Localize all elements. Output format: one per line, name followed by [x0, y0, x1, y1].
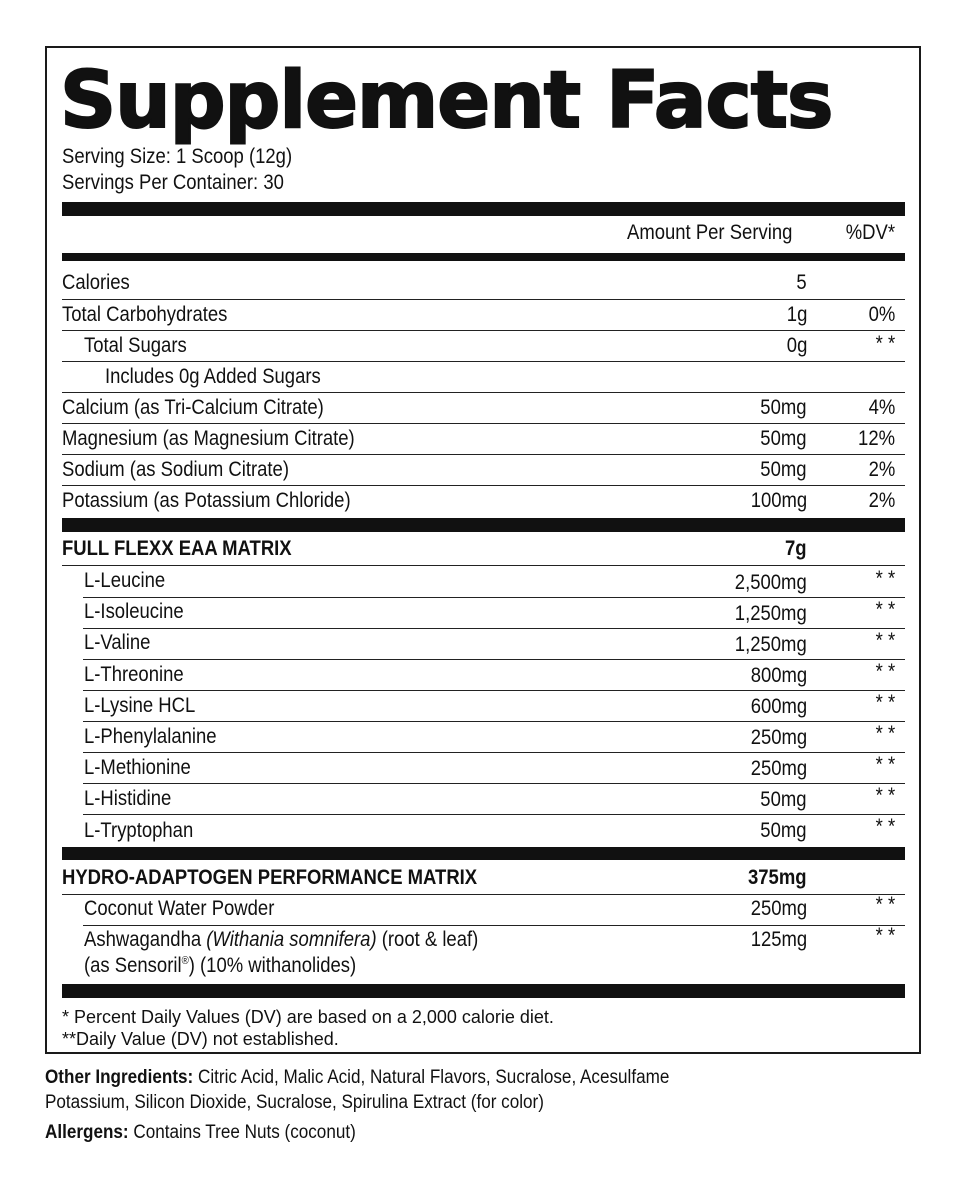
- nutrient-name: Calories: [62, 271, 130, 294]
- thick-divider: [62, 202, 905, 216]
- allergens: [45, 1121, 356, 1145]
- ingredient-dv: * *: [875, 691, 895, 714]
- ingredient-amount: 250mg: [750, 757, 807, 780]
- row-divider: [62, 565, 905, 566]
- nutrient-dv: 0%: [868, 303, 895, 326]
- matrix-amount: 375mg: [748, 866, 807, 889]
- nutrient-name: Total Carbohydrates: [62, 303, 228, 326]
- other-ingredients-line2: Potassium, Silicon Dioxide, Sucralose, Spirulina Extract (for color): [45, 1092, 544, 1113]
- nutrient-dv: 2%: [868, 458, 895, 481]
- ingredient-form: [84, 951, 356, 981]
- ingredient-name: Coconut Water Powder: [84, 897, 275, 920]
- ingredient-dv: * *: [875, 567, 895, 590]
- ingredient-amount: 1,250mg: [735, 633, 807, 656]
- ingredient-name: L-Phenylalanine: [84, 725, 217, 748]
- footnote-dv: * Percent Daily Values (DV) are based on a 2,000 calorie diet.: [62, 1007, 554, 1027]
- row-divider: [83, 690, 905, 691]
- nutrient-amount: 50mg: [760, 427, 807, 450]
- medium-divider: [62, 253, 905, 261]
- dv-header: %DV*: [845, 221, 895, 244]
- ingredient-form-a: (as Sensoril: [84, 954, 182, 977]
- row-divider: [83, 814, 905, 815]
- ingredient-dv: * *: [875, 784, 895, 807]
- ingredient-form-b: ) (10% withanolides): [188, 954, 357, 977]
- nutrient-amount: 1g: [786, 303, 807, 326]
- nutrient-name: Includes 0g Added Sugars: [105, 365, 321, 388]
- ingredient-amount: 250mg: [750, 726, 807, 749]
- nutrient-dv: 4%: [868, 396, 895, 419]
- ingredient-name-botanical: (Withania somnifera): [206, 928, 377, 951]
- panel-title: Supplement Facts: [60, 56, 833, 146]
- matrix-name: HYDRO-ADAPTOGEN PERFORMANCE MATRIX: [62, 866, 478, 889]
- ingredient-name: L-Lysine HCL: [84, 694, 196, 717]
- ingredient-name: L-Threonine: [84, 663, 184, 686]
- matrix-name: FULL FLEXX EAA MATRIX: [62, 537, 292, 560]
- thick-divider: [62, 984, 905, 998]
- nutrient-dv: 12%: [858, 427, 895, 450]
- ingredient-amount: 50mg: [760, 788, 807, 811]
- ingredient-name: L-Isoleucine: [84, 600, 184, 623]
- nutrient-name: Calcium (as Tri-Calcium Citrate): [62, 396, 324, 419]
- allergens-label: Allergens:: [45, 1122, 129, 1143]
- allergens-text: Contains Tree Nuts (coconut): [128, 1122, 356, 1143]
- ingredient-name: L-Valine: [84, 631, 151, 654]
- supplement-facts-panel: [45, 46, 921, 1054]
- servings-per-container: Servings Per Container: 30: [62, 171, 284, 194]
- nutrient-name: Potassium (as Potassium Chloride): [62, 489, 351, 512]
- ingredient-amount: 250mg: [750, 897, 807, 920]
- matrix-amount: 7g: [785, 537, 807, 560]
- registered-mark: ®: [181, 955, 189, 967]
- other-ingredients-line1: Citric Acid, Malic Acid, Natural Flavors, Sucralose, Acesulfame: [193, 1067, 670, 1088]
- nutrient-amount: 50mg: [760, 396, 807, 419]
- nutrient-name: Sodium (as Sodium Citrate): [62, 458, 289, 481]
- footnote-not-established: **Daily Value (DV) not established.: [62, 1029, 339, 1049]
- ingredient-dv: * *: [875, 893, 895, 916]
- ingredient-amount: 600mg: [750, 695, 807, 718]
- ingredient-amount: 125mg: [750, 928, 807, 951]
- thick-divider: [62, 847, 905, 860]
- row-divider: [62, 330, 905, 331]
- nutrient-amount: 0g: [786, 334, 807, 357]
- ingredient-name: L-Methionine: [84, 756, 191, 779]
- ingredient-dv: * *: [875, 722, 895, 745]
- ingredient-dv: * *: [875, 815, 895, 838]
- nutrient-name: Magnesium (as Magnesium Citrate): [62, 427, 355, 450]
- ingredient-dv: * *: [875, 924, 895, 947]
- other-ingredients: [45, 1066, 669, 1090]
- nutrient-dv: 2%: [868, 489, 895, 512]
- other-ingredients-label: Other Ingredients:: [45, 1067, 194, 1088]
- ingredient-amount: 2,500mg: [735, 571, 807, 594]
- ingredient-name: L-Leucine: [84, 569, 166, 592]
- amount-per-serving-header: Amount Per Serving: [627, 221, 793, 244]
- row-divider: [83, 752, 905, 753]
- ingredient-name: L-Tryptophan: [84, 819, 194, 842]
- nutrient-amount: 50mg: [760, 458, 807, 481]
- ingredient-name-part: (root & leaf): [376, 928, 479, 951]
- nutrient-name: Total Sugars: [84, 334, 187, 357]
- ingredient-dv: * *: [875, 598, 895, 621]
- row-divider: [83, 783, 905, 784]
- ingredient-dv: * *: [875, 660, 895, 683]
- ingredient-dv: * *: [875, 753, 895, 776]
- ingredient-amount: 1,250mg: [735, 602, 807, 625]
- row-divider: [83, 597, 905, 598]
- nutrient-amount: 5: [796, 271, 807, 294]
- ingredient-dv: * *: [875, 629, 895, 652]
- ingredient-name-plain: Ashwagandha: [84, 928, 207, 951]
- ingredient-amount: 800mg: [750, 664, 807, 687]
- thick-divider: [62, 518, 905, 532]
- row-divider: [83, 628, 905, 629]
- serving-size: Serving Size: 1 Scoop (12g): [62, 145, 293, 168]
- nutrient-amount: 100mg: [750, 489, 807, 512]
- ingredient-name: L-Histidine: [84, 787, 172, 810]
- ingredient-amount: 50mg: [760, 819, 807, 842]
- nutrient-dv: * *: [875, 332, 895, 355]
- row-divider: [83, 659, 905, 660]
